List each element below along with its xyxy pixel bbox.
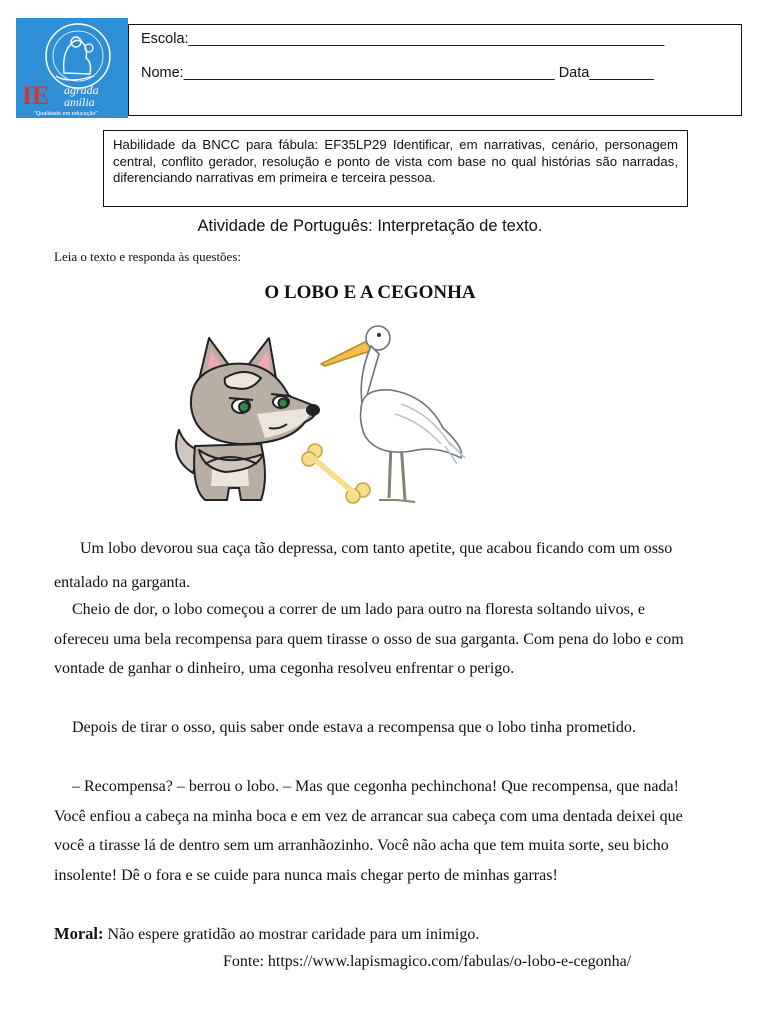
story-paragraph-1: Um lobo devorou sua caça tão depressa, com tanto apetite, que acabou ficando com um osso entalado na garganta. [54, 540, 673, 591]
moral-line [54, 924, 479, 944]
bncc-skill-text: Habilidade da BNCC para fábula: EF35LP29 Identificar, em narrativas, cenário, personagem central, conflito gerador, resolução e ponto de vista com base no qual histórias são narradas, diferenciando narrativas em primeira e terceira pessoa. [113, 137, 678, 185]
story-paragraph-4: – Recompensa? – berrou o lobo. – Mas que cegonha pechinchona! Que recompensa, que nada! Você enfiou a cabeça na minha boca e em vez de arrancar sua cabeça com uma dentada deixei que você a tirasse lá de dentro sem um arranhãozinho. Você não acha que tem muita sorte, seu bicho insolente! Dê o fora e se cuide para nunca mais chegar perto de minhas garras! [54, 778, 683, 884]
logo-name-2: amília [64, 95, 95, 109]
fable-illustration [165, 318, 470, 513]
bncc-skill-box [103, 130, 688, 207]
bone-icon [302, 444, 370, 503]
logo-name-1: agrada [64, 83, 99, 97]
story-paragraph-3: Depois de tirar o osso, quis saber onde estava a recompensa que o lobo tinha prometido. [72, 719, 636, 736]
school-logo-graphic [16, 18, 128, 118]
logo-letters: IE [22, 81, 50, 110]
stork-icon [321, 326, 465, 502]
wolf-icon [176, 338, 319, 500]
nome-data-field: Nome:______________________________________________ Data________ [141, 65, 654, 81]
instruction: Leia o texto e responda às questões: [54, 249, 241, 264]
illustration-graphic [165, 318, 470, 513]
school-logo [16, 18, 128, 118]
activity-title: Atividade de Português: Interpretação de texto. [197, 217, 543, 235]
source-reference: Fonte: https://www.lapismagico.com/fabulas/o-lobo-e-cegonha/ [223, 953, 632, 970]
moral-text: Não espere gratidão ao mostrar caridade para um inimigo. [103, 926, 480, 943]
logo-tagline: "Qualidade em educação" [34, 111, 98, 117]
story-paragraph-2: Cheio de dor, o lobo começou a correr de um lado para outro na floresta soltando uivos, e ofereceu uma bela recompensa para quem tirasse o osso de sua garganta. Com pena do lobo e com vontade de ganhar o dinheiro, uma cegonha resolveu enfrentar o perigo. [54, 601, 684, 677]
escola-field: Escola:___________________________________________________________ [141, 31, 665, 47]
story-title: O LOBO E A CEGONHA [264, 282, 476, 303]
moral-label: Moral: [54, 924, 104, 943]
